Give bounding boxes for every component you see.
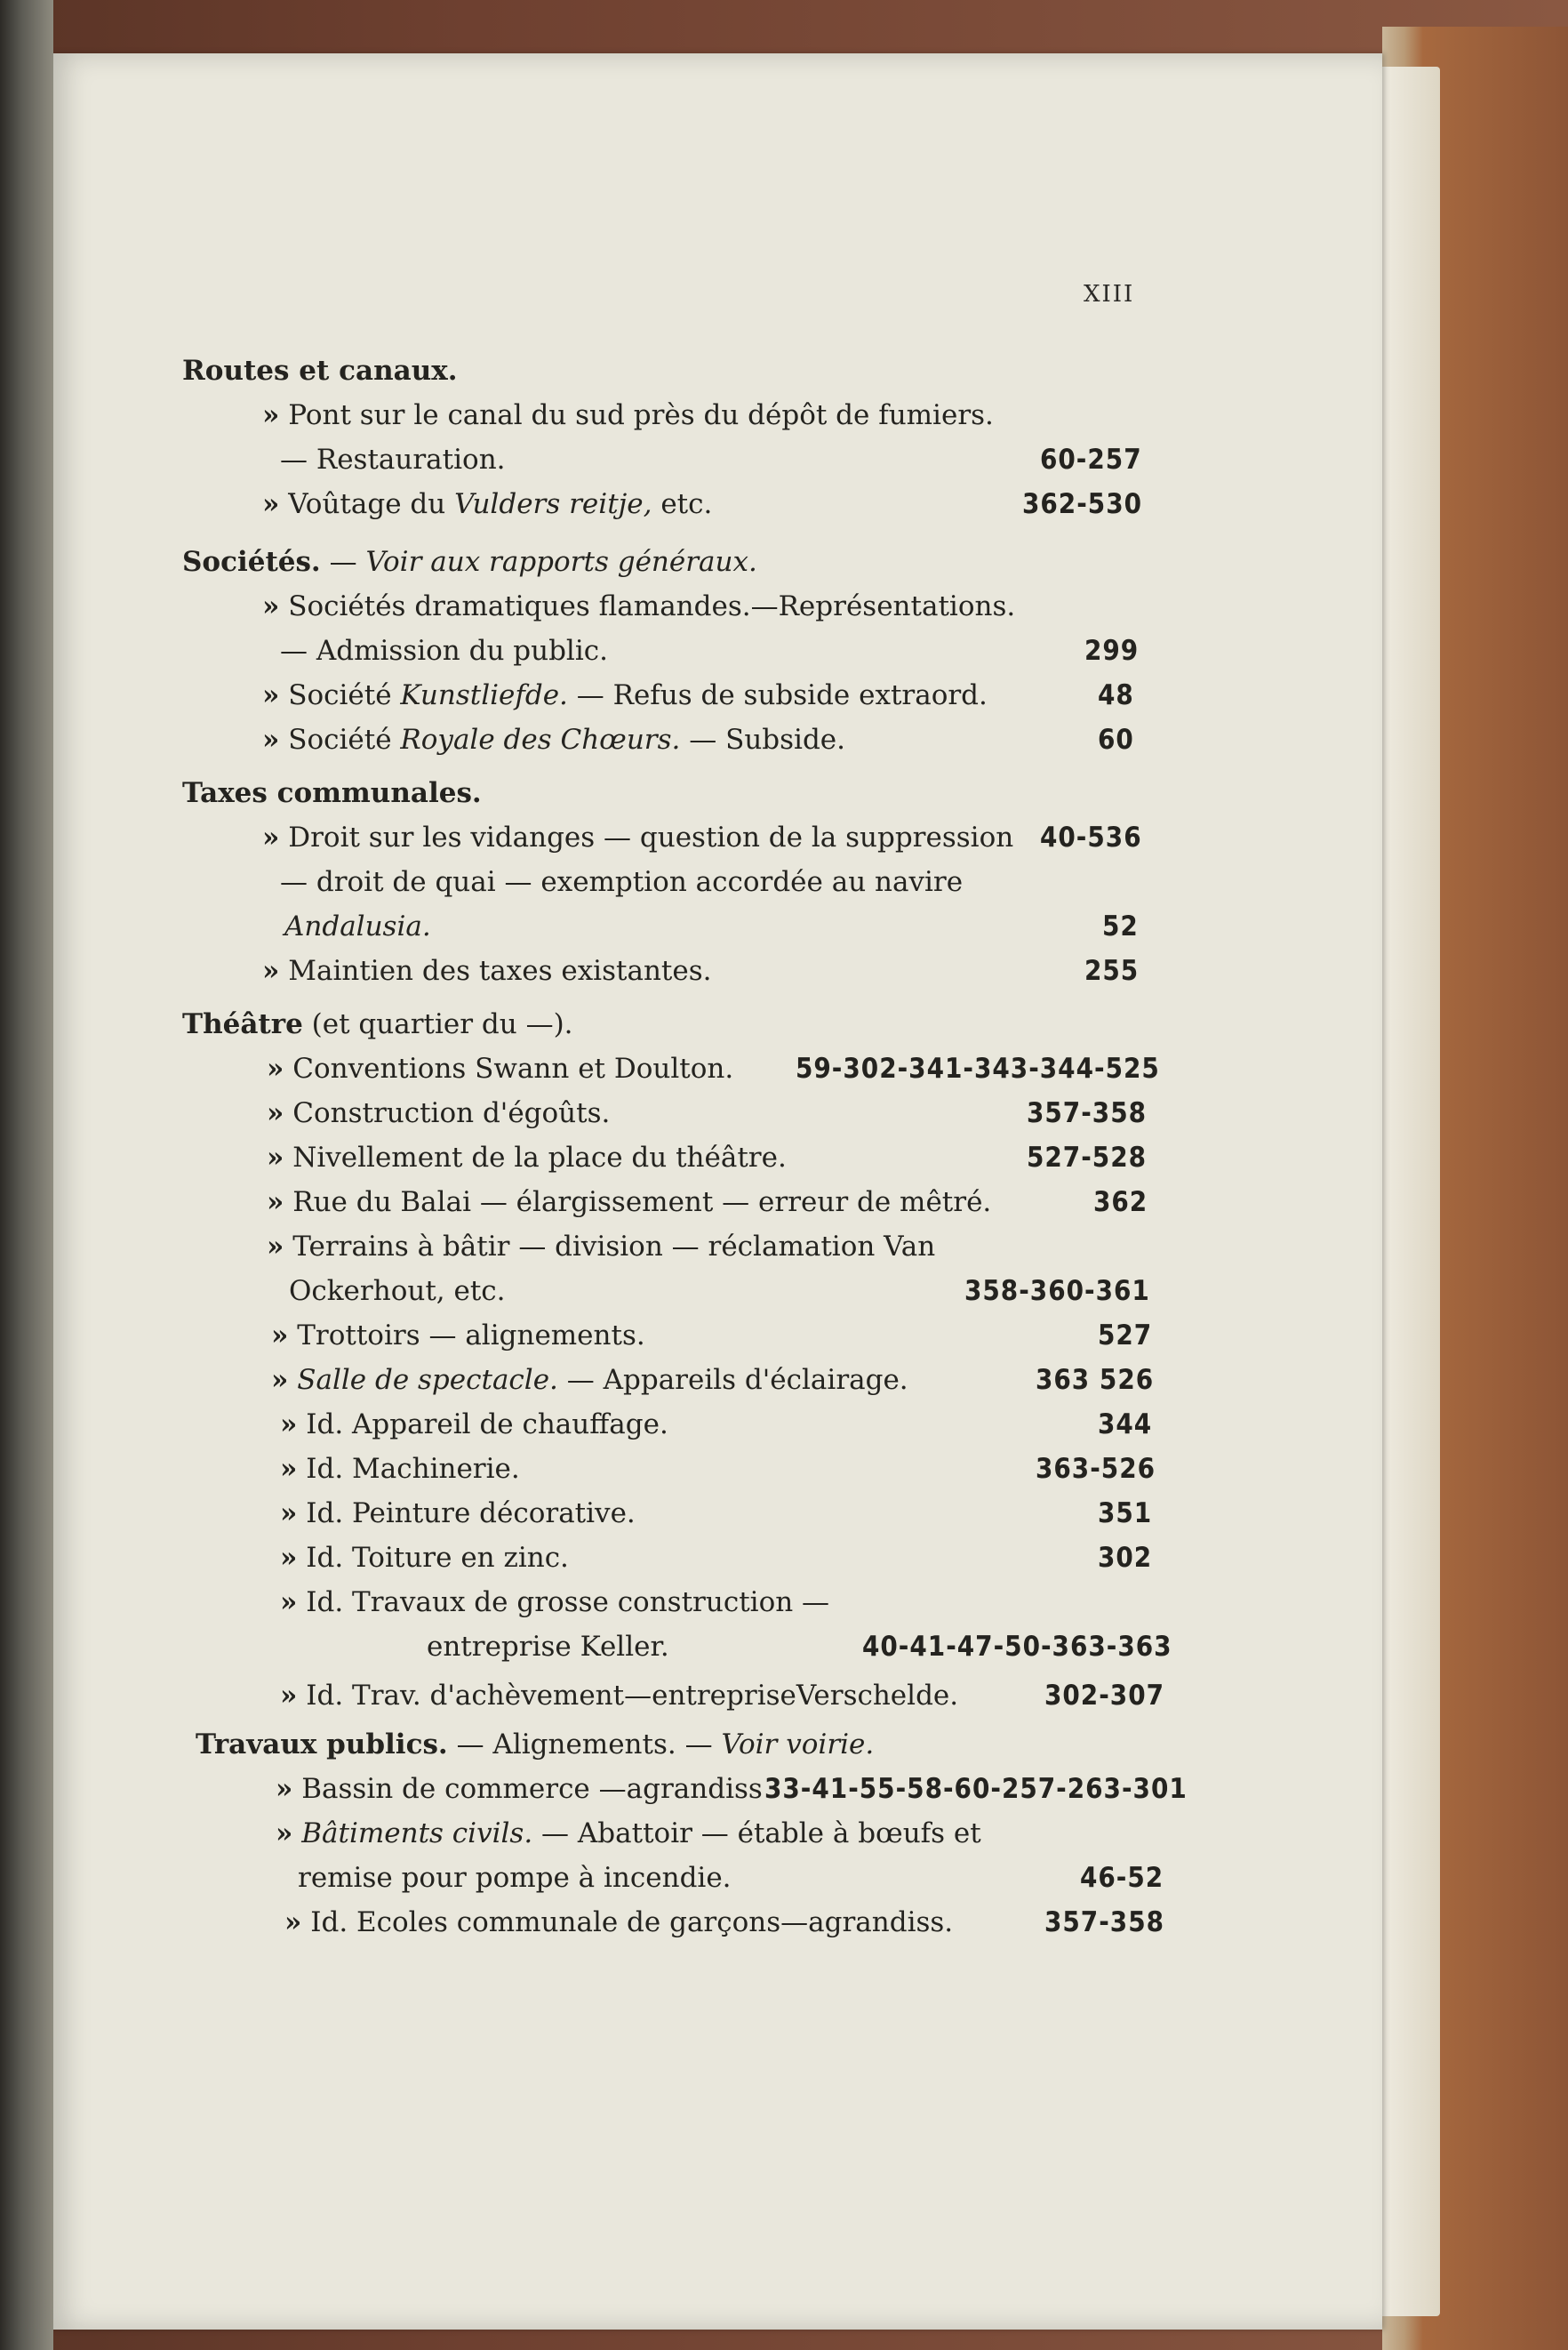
book-page [49, 53, 1382, 2330]
bullet-mark: » [284, 1906, 302, 1938]
entry-pre: Société [288, 724, 401, 756]
page-references: 299 [1084, 635, 1140, 667]
bullet-mark: » [271, 1364, 289, 1396]
entry-text [196, 1725, 874, 1764]
entry-label: Id. Ecoles communale de garçons—agrandiss. [310, 1906, 954, 1938]
index-entry [267, 1183, 1382, 1222]
entry-label: Id. Peinture décorative. [306, 1497, 636, 1529]
heading-rest: (et quartier du —). [302, 1008, 573, 1040]
entry-italic: Bâtiments civils. [301, 1817, 533, 1849]
entry-label: Ockerhout, etc. [289, 1275, 506, 1307]
heading-title: Travaux publics. [196, 1728, 448, 1760]
index-entry [276, 1814, 1382, 1853]
bullet-mark: » [267, 1142, 284, 1174]
entry-text [280, 1449, 520, 1488]
page-references: 302-307 [1044, 1680, 1165, 1712]
bullet-mark: » [267, 1231, 284, 1263]
entry-text [182, 774, 482, 813]
page-references: 40-536 [1040, 822, 1142, 854]
entry-text [289, 1271, 506, 1311]
entry-text [271, 1360, 908, 1400]
entry-text [262, 396, 994, 435]
bullet-mark: » [280, 1497, 298, 1529]
index-entry [280, 440, 1382, 479]
index-entry [262, 396, 1382, 435]
page-references: 40-41-47-50-363-363 [862, 1631, 1172, 1663]
entry-label: Conventions Swann et Doulton. [292, 1053, 734, 1085]
index-entry [267, 1138, 1382, 1177]
index-entry [280, 1676, 1382, 1715]
page-references: 59-302-341-343-344-525 [796, 1053, 1160, 1085]
bullet-mark: » [262, 822, 280, 854]
page-number: XIII [1084, 281, 1135, 308]
index-heading [196, 1725, 1382, 1764]
entry-text [280, 440, 506, 479]
index-entry [280, 1449, 1382, 1488]
index-heading [182, 1005, 1382, 1044]
entry-italic: Vulders reitje, [454, 488, 652, 520]
entry-label: entreprise Keller. [427, 1631, 669, 1663]
index-entry [427, 1627, 1382, 1666]
heading-rest: — Alignements. — [447, 1728, 722, 1760]
page-references: 363 526 [1036, 1364, 1155, 1396]
entry-italic: Salle de spectacle. [297, 1364, 558, 1396]
entry-text [276, 1769, 763, 1809]
entry-text [280, 862, 963, 902]
bullet-mark: » [262, 488, 280, 520]
entry-label: Trottoirs — alignements. [297, 1319, 645, 1351]
index-entry [267, 1049, 1382, 1088]
page-references: 302 [1098, 1542, 1153, 1574]
entry-text [280, 1583, 829, 1622]
heading-rest: — [320, 546, 366, 578]
entry-text [267, 1183, 991, 1222]
entry-text [267, 1138, 787, 1177]
bullet-mark: » [271, 1319, 289, 1351]
bullet-mark: » [280, 1453, 298, 1485]
entry-label: Construction d'égoûts. [292, 1097, 611, 1129]
entry-text [427, 1627, 669, 1666]
bullet-mark: » [280, 1586, 298, 1618]
entry-italic: Royale des Chœurs. [400, 724, 681, 756]
bullet-mark: » [262, 955, 280, 987]
bullet-mark: » [262, 590, 280, 622]
entry-text [262, 587, 1015, 626]
entry-label: Id. Trav. d'achèvement—entrepriseVerschelde. [306, 1680, 959, 1712]
heading-reference: Voir aux rapports généraux. [365, 546, 757, 578]
heading-title: Sociétés. [182, 546, 321, 578]
entry-text [267, 1094, 610, 1133]
bullet-mark: » [262, 724, 280, 756]
entry-text [262, 485, 712, 524]
entry-label: Bassin de commerce —agrandiss [301, 1773, 763, 1805]
page-references: 52 [1102, 910, 1139, 942]
entry-label: Id. Toiture en zinc. [306, 1542, 569, 1574]
index-entry [267, 1227, 1382, 1266]
index-entry [280, 1405, 1382, 1444]
entry-post: — Refus de subside extraord. [567, 679, 988, 711]
entry-label: Id. Machinerie. [306, 1453, 520, 1485]
index-entry [262, 720, 1382, 759]
entry-text [182, 1005, 573, 1044]
entry-text [182, 351, 458, 390]
entry-text [262, 818, 1013, 857]
page-references: 362 [1093, 1186, 1148, 1218]
bullet-mark: » [276, 1773, 293, 1805]
entry-label: Droit sur les vidanges — question de la suppression [288, 822, 1014, 854]
index-entry [262, 485, 1382, 524]
page-references: 33-41-55-58-60-257-263-301 [764, 1773, 1188, 1805]
bullet-mark: » [276, 1817, 293, 1849]
index-entry [262, 951, 1382, 991]
entry-label: Andalusia. [284, 910, 431, 942]
page-references: 48 [1098, 679, 1134, 711]
entry-text [280, 1676, 958, 1715]
entry-post: — Appareils d'éclairage. [557, 1364, 908, 1396]
entry-text [284, 1903, 953, 1942]
entry-label: — Admission du public. [280, 635, 608, 667]
entry-label: Sociétés dramatiques flamandes.—Représentations. [288, 590, 1016, 622]
entry-pre: Société [288, 679, 401, 711]
index-entry [298, 1858, 1382, 1897]
index-entry [262, 818, 1382, 857]
entry-post: — Abattoir — étable à bœufs et [532, 1817, 981, 1849]
heading-reference: Voir voirie. [721, 1728, 875, 1760]
page-references: 362-530 [1022, 488, 1143, 520]
bullet-mark: » [280, 1680, 298, 1712]
page-references: 60 [1098, 724, 1134, 756]
entry-pre: Voûtage du [288, 488, 455, 520]
entry-text [182, 542, 757, 581]
entry-text [280, 1494, 636, 1533]
entry-label: — Restauration. [280, 444, 506, 476]
book-spine [0, 0, 53, 2350]
entry-label: Id. Appareil de chauffage. [306, 1408, 668, 1440]
entry-label: Terrains à bâtir — division — réclamation Van [292, 1231, 936, 1263]
page-references: 46-52 [1080, 1862, 1164, 1894]
entry-text [280, 1538, 569, 1577]
page-references: 60-257 [1040, 444, 1142, 476]
entry-text [298, 1858, 732, 1897]
page-references: 363-526 [1036, 1453, 1156, 1485]
page-references: 351 [1098, 1497, 1153, 1529]
index-entry [262, 587, 1382, 626]
index-entry [262, 676, 1382, 715]
page-references: 357-358 [1027, 1097, 1148, 1129]
bullet-mark: » [262, 399, 280, 431]
index-entry [276, 1769, 1382, 1809]
entry-text [271, 1316, 645, 1355]
bullet-mark: » [280, 1542, 298, 1574]
entry-label: Id. Travaux de grosse construction — [306, 1586, 830, 1618]
entry-label: — droit de quai — exemption accordée au navire [280, 866, 964, 898]
bullet-mark: » [267, 1097, 284, 1129]
entry-text [262, 676, 988, 715]
index-entry [284, 1903, 1382, 1942]
bullet-mark: » [267, 1186, 284, 1218]
heading-title: Théâtre [182, 1008, 303, 1040]
entry-label: Nivellement de la place du théâtre. [292, 1142, 787, 1174]
index-heading [182, 542, 1382, 581]
entry-label: Rue du Balai — élargissement — erreur de mêtré. [292, 1186, 992, 1218]
index-entry [280, 631, 1382, 670]
heading-title: Taxes communales. [182, 777, 482, 809]
bullet-mark: » [280, 1408, 298, 1440]
heading-title: Routes et canaux. [182, 355, 458, 387]
entry-text [262, 951, 711, 991]
page-references: 527 [1098, 1319, 1153, 1351]
bullet-mark: » [262, 679, 280, 711]
entry-label: remise pour pompe à incendie. [298, 1862, 732, 1894]
entry-text [280, 631, 608, 670]
entry-text [267, 1049, 733, 1088]
entry-label: Maintien des taxes existantes. [288, 955, 712, 987]
index-entries [49, 53, 1382, 2330]
bullet-mark: » [267, 1053, 284, 1085]
index-entry [289, 1271, 1382, 1311]
index-entry [284, 907, 1382, 946]
page-references: 358-360-361 [964, 1275, 1150, 1307]
index-entry [280, 1583, 1382, 1622]
entry-text [276, 1814, 981, 1853]
index-entry [271, 1316, 1382, 1355]
page-references: 255 [1084, 955, 1140, 987]
index-entry [271, 1360, 1382, 1400]
entry-label: Pont sur le canal du sud près du dépôt de fumiers. [288, 399, 994, 431]
entry-text [284, 907, 431, 946]
entry-post: — Subside. [680, 724, 845, 756]
index-heading [182, 351, 1382, 390]
index-entry [280, 862, 1382, 902]
index-entry [280, 1538, 1382, 1577]
entry-post: etc. [652, 488, 713, 520]
page-references: 344 [1098, 1408, 1153, 1440]
entry-text [262, 720, 845, 759]
page-references: 527-528 [1027, 1142, 1148, 1174]
entry-text [267, 1227, 935, 1266]
index-entry [280, 1494, 1382, 1533]
entry-text [280, 1405, 668, 1444]
index-entry [267, 1094, 1382, 1133]
entry-italic: Kunstliefde. [400, 679, 568, 711]
index-heading [182, 774, 1382, 813]
page-references: 357-358 [1044, 1906, 1165, 1938]
